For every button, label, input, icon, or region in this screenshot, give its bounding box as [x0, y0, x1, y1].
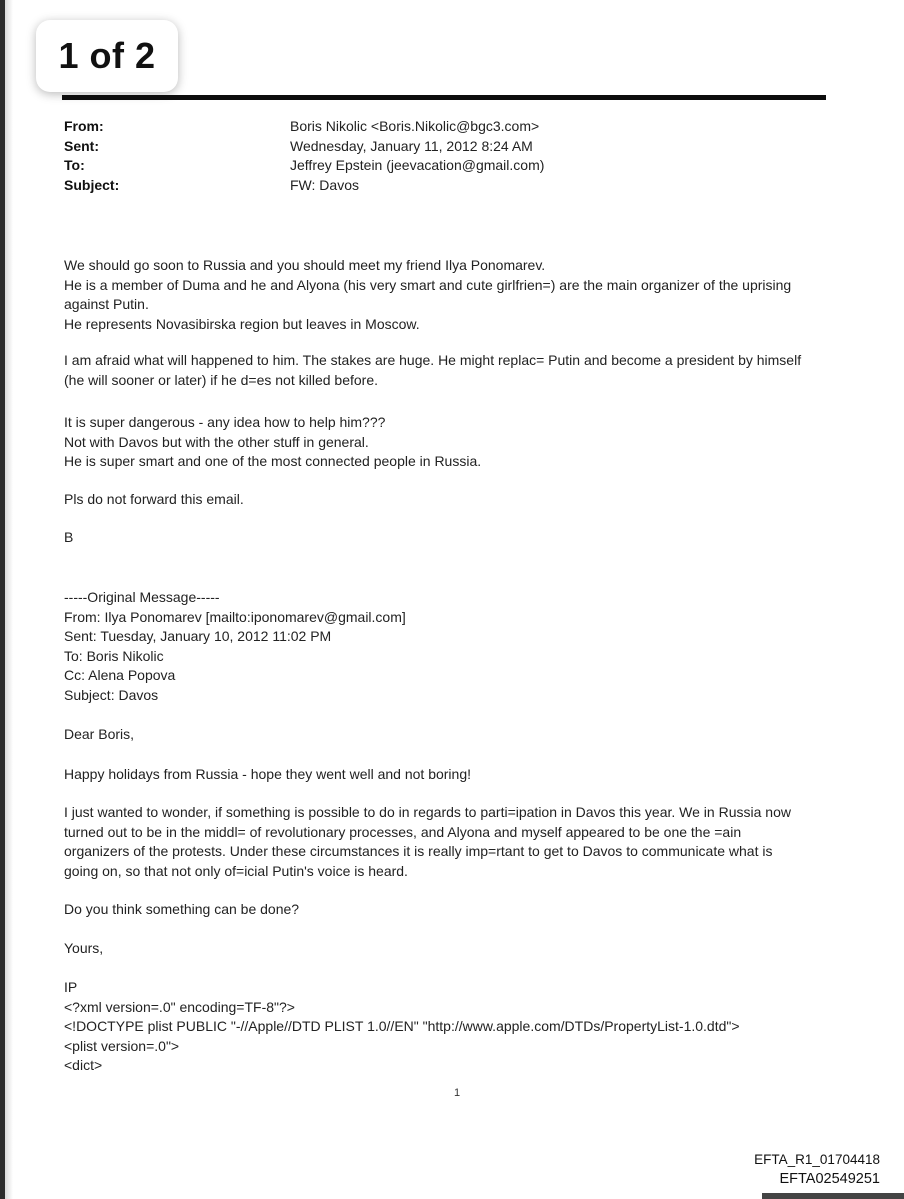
- bottom-edge-bar: [762, 1193, 904, 1199]
- message-paragraph: Pls do not forward this email.: [64, 491, 244, 507]
- message-paragraph: It is super dangerous - any idea how to help him??? Not with Davos but with the other stuff in general. He is super smart and one of the most connected people in Russia.: [64, 414, 482, 469]
- to-value: Jeffrey Epstein (jeevacation@gmail.com): [290, 157, 545, 173]
- page-indicator-badge: 1 of 2: [36, 20, 178, 92]
- header-to-row: [64, 156, 544, 176]
- from-value: Boris Nikolic <Boris.Nikolic@bgc3.com>: [290, 118, 540, 134]
- from-label: From:: [64, 118, 104, 134]
- original-signature-plist: IP <?xml version=.0" encoding=TF-8"?> <!DOCTYPE plist PUBLIC "-//Apple//DTD PLIST 1.0//EN" "http://www.apple.com/DTDs/PropertyList-1.0.dtd"> <plist version=.0"> <dict>: [64, 979, 740, 1073]
- page-edge-shadow: [5, 0, 13, 1199]
- header-divider: [62, 95, 826, 100]
- header-sent-row: [64, 137, 544, 157]
- document-id: EFTA_R1_01704418: [754, 1152, 880, 1167]
- message-paragraph: We should go soon to Russia and you should meet my friend Ilya Ponomarev. He is a member of Duma and he and Alyona (his very smart and cute girlfrien=) are the main organizer of the uprising against Putin. He represents Novasibirska region but leaves in Moscow.: [64, 257, 792, 332]
- header-from-row: [64, 117, 544, 137]
- signature-initial: B: [64, 529, 74, 545]
- page-number: 1: [454, 1087, 461, 1099]
- to-label: To:: [64, 157, 85, 173]
- email-header: [64, 117, 544, 195]
- original-closing: Yours,: [64, 940, 104, 956]
- original-message-header: -----Original Message----- From: Ilya Ponomarev [mailto:iponomarev@gmail.com] Sent: Tuesday, January 10, 2012 11:02 PM To: Boris Nikolic Cc: Alena Popova Subject: Davos: [64, 589, 406, 703]
- sent-label: Sent:: [64, 137, 99, 154]
- original-paragraph: Do you think something can be done?: [64, 901, 300, 917]
- subject-value: FW: Davos: [290, 176, 359, 193]
- original-paragraph: I just wanted to wonder, if something is possible to do in regards to parti=ipation in Davos this year. We in Russia now turned out to be in the middl= of revolutionary processes, and Alyona and myself appeared to be one the =ain organizers of the protests. Under these circumstances it is really imp=rtant to get to Davos to communicate what is going on, so that not only of=icial Putin's voice is heard.: [64, 804, 791, 879]
- original-greeting: Dear Boris,: [64, 726, 135, 742]
- subject-label: Subject:: [64, 176, 120, 193]
- document-id: EFTA02549251: [779, 1171, 880, 1187]
- original-paragraph: Happy holidays from Russia - hope they went well and not boring!: [64, 766, 471, 782]
- sent-value: Wednesday, January 11, 2012 8:24 AM: [290, 137, 533, 154]
- header-subject-row: [64, 176, 544, 196]
- message-paragraph: I am afraid what will happened to him. The stakes are huge. He might replac= Putin and become a president by himself (he will sooner or later) if he d=es not killed before.: [64, 352, 802, 388]
